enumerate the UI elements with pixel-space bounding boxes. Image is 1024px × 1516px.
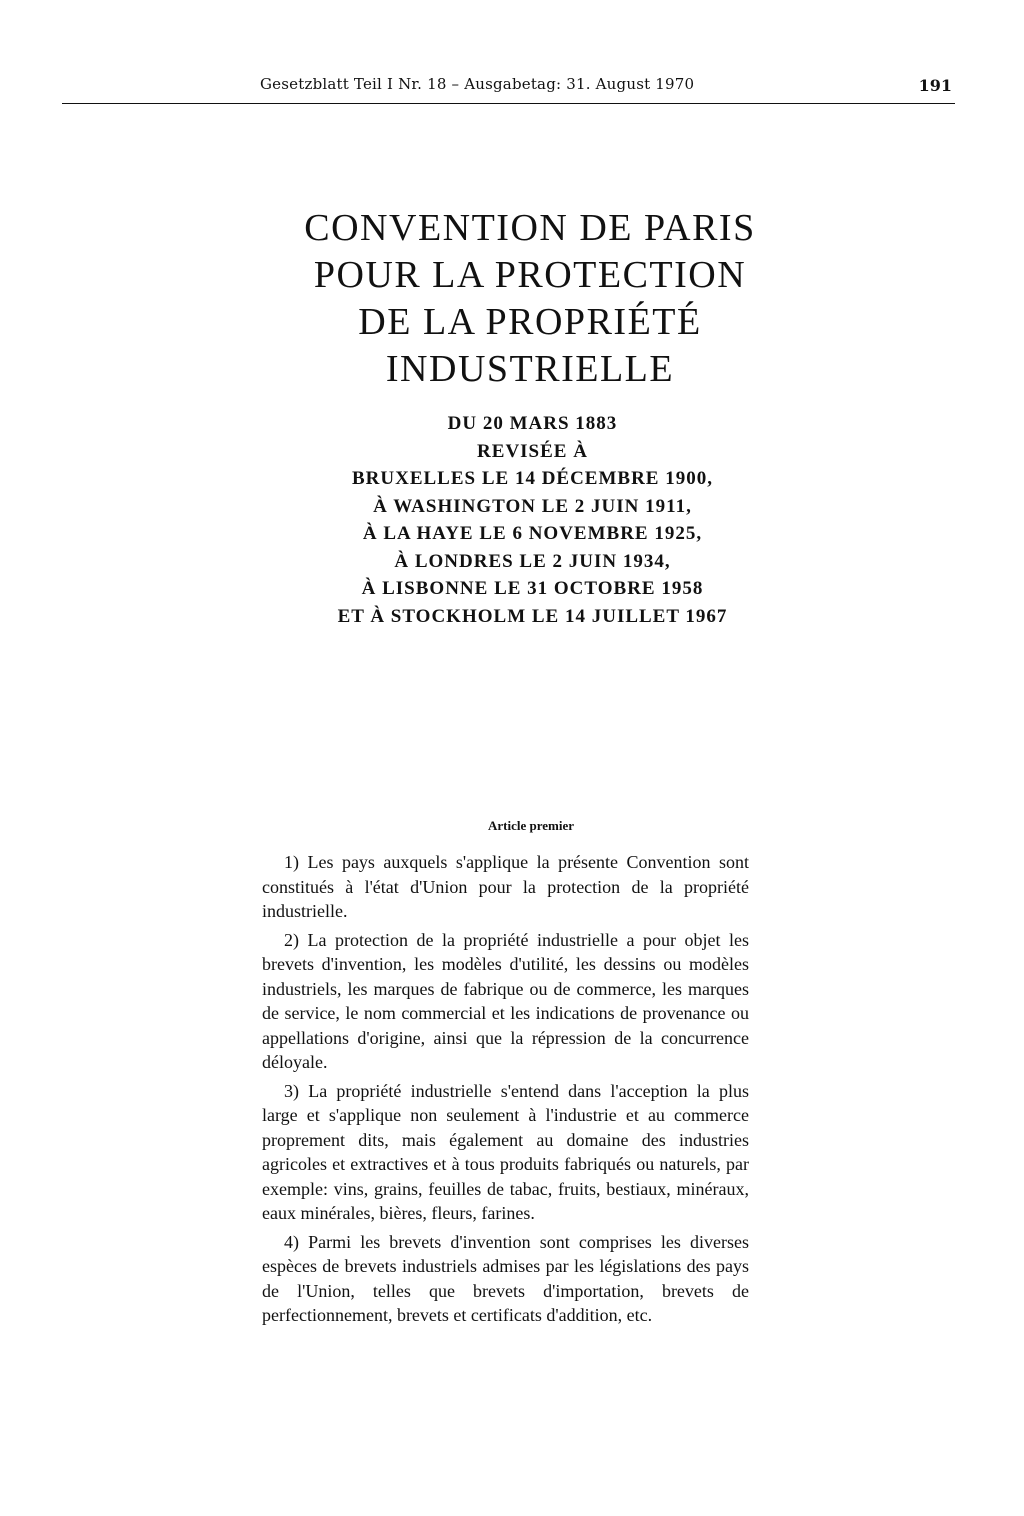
title-line: INDUSTRIELLE xyxy=(385,348,675,390)
date-line: À LONDRES LE 2 JUIN 1934, xyxy=(394,550,671,572)
article-paragraph: 3) La propriété industrielle s'entend dans l'acception la plus large et s'applique non seulement à l'industrie et au commerce proprement dits, mais également au domaine des industries agricoles et extractives et à tous produits fabriqués ou naturels, par exemple: vins, grains, feuilles de tabac, fruits, bestiaux, minéraux, eaux minérales, bières, fleurs, farines. xyxy=(262,1080,749,1223)
date-line: À WASHINGTON LE 2 JUIN 1911, xyxy=(373,495,692,517)
title-line: CONVENTION DE PARIS xyxy=(304,207,756,249)
article-heading: Article premier xyxy=(487,818,575,833)
gazette-header-text: Gesetzblatt Teil I Nr. 18 – Ausgabetag: 31. August 1970 xyxy=(260,75,695,93)
title-line: POUR LA PROTECTION xyxy=(313,254,747,296)
convention-title xyxy=(180,205,880,393)
title-line: DE LA PROPRIÉTÉ xyxy=(358,301,702,343)
date-line: ET À STOCKHOLM LE 14 JUILLET 1967 xyxy=(337,605,728,627)
revision-dates xyxy=(200,410,865,630)
date-line: À LA HAYE LE 6 NOVEMBRE 1925, xyxy=(362,523,703,544)
article-body xyxy=(262,850,749,1332)
date-line: À LISBONNE LE 31 OCTOBRE 1958 xyxy=(361,578,704,599)
article-paragraph: 2) La protection de la propriété industrielle a pour objet les brevets d'invention, les modèles d'utilité, les dessins ou modèles industriels, les marques de fabrique ou de commerce, les marques de service, le nom commercial et les indications de provenance ou appellations d'origine, ainsi que la répression de la concurrence déloyale. xyxy=(262,929,749,1072)
article-paragraph: 4) Parmi les brevets d'invention sont comprises les diverses espèces de brevets industriels admises par les législations des pays de l'Union, telles que brevets d'importation, brevets de perfectionnement, brevets et certificats d'addition, etc. xyxy=(262,1231,749,1325)
date-line: BRUXELLES LE 14 DÉCEMBRE 1900, xyxy=(352,468,713,489)
header-rule xyxy=(62,103,955,104)
date-line: DU 20 MARS 1883 xyxy=(447,413,618,434)
date-line: REVISÉE À xyxy=(477,440,588,462)
page-header xyxy=(62,70,955,104)
page-number: 191 xyxy=(918,76,952,95)
article-paragraph: 1) Les pays auxquels s'applique la présente Convention sont constitués à l'état d'Union pour la protection de la propriété industrielle. xyxy=(262,852,749,921)
